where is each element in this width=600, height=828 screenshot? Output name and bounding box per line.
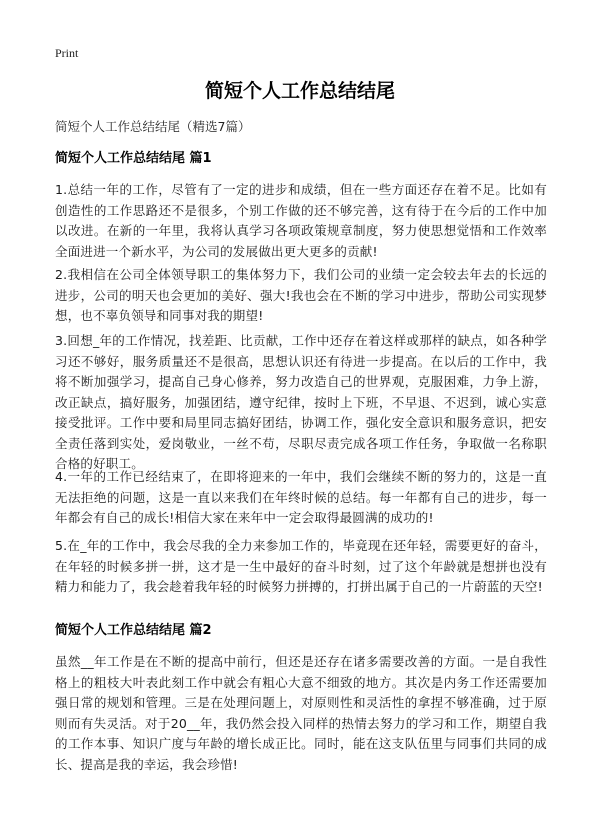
- paragraph-1-5: 5.在_年的工作中，我会尽我的全力来参加工作的，毕竟现在还年轻，需要更好的奋斗，在年轻的时候多拼一拼，这才是一生中最好的奋斗时刻，过了这个年龄就是想拼也没有精力和能力了，我会趁着我年轻的时候努力拼搏的，打拼出属于自己的一片蔚蓝的天空!: [55, 538, 547, 594]
- paragraph-2-1: 虽然__年工作是在不断的提高中前行，但还是还存在诸多需要改善的方面。一是自我性格上的粗枝大叶表此刻工作中就会有粗心大意不细致的地方。其次是内务工作还需要加强日常的规划和管理。三是在处理问题上，对原则性和灵活性的拿捏不够准确，过于原则而有失灵活。对于20__年，我仍然会投入同样的热情去努力的学习和工作，期望自我的工作本事、知识广度与年龄的增长成正比。同时，能在这支队伍里与同事们共同的成长、提高是我的幸运，我会珍惜!: [55, 654, 547, 772]
- section-heading-1: 简短个人工作总结结尾 篇1: [55, 151, 212, 166]
- document-subtitle: 简短个人工作总结结尾（精选7篇）: [55, 119, 251, 134]
- paragraph-1-1: 1.总结一年的工作，尽管有了一定的进步和成绩，但在一些方面还存在着不足。比如有创造性的工作思路还不是很多，个别工作做的还不够完善，这有待于在今后的工作中加以改进。在新的一年里，我将认真学习各项政策规章制度，努力使思想觉悟和工作效率全面进进一个新水平，为公司的发展做出更大更多的贡献!: [55, 182, 547, 259]
- paragraph-1-3: 3.回想_年的工作情况，找差距、比贡献，工作中还存在着这样或那样的缺点，如各种学习还不够好，服务质量还不是很高，思想认识还有待进一步提高。在以后的工作中，我将不断加强学习，提高自己身心修养，努力改造自己的世界观，克服困难，力争上游，改正缺点，搞好服务，加强团结，遵守纪律，按时上下班，不早退、不迟到，诚心实意接受批评。工作中要和局里同志搞好团结，协调工作，强化安全意识和服务意识，把安全责任落到实处，爱岗敬业，一丝不苟，尽职尽责完成各项工作任务，争取做一名称职合格的好职工。: [55, 333, 547, 471]
- paragraph-1-4: 4.一年的工作已经结束了，在即将迎来的一年中，我们会继续不断的努力的，这是一直无法拒绝的问题，这是一直以来我们在年终时候的总结。每一年都有自己的进步，每一年都会有自己的成长!相信大家在来年中一定会取得最圆满的成功的!: [55, 469, 547, 525]
- section-heading-2: 简短个人工作总结结尾 篇2: [55, 623, 212, 638]
- paragraph-1-2: 2.我相信在公司全体领导职工的集体努力下，我们公司的业绩一定会较去年去的长远的进步，公司的明天也会更加的美好、强大!我也会在不断的学习中进步，帮助公司实现梦想，也不辜负领导和同事对我的期望!: [55, 267, 547, 323]
- page-title: 简短个人工作总结结尾: [204, 80, 395, 102]
- print-link[interactable]: Print: [55, 46, 79, 60]
